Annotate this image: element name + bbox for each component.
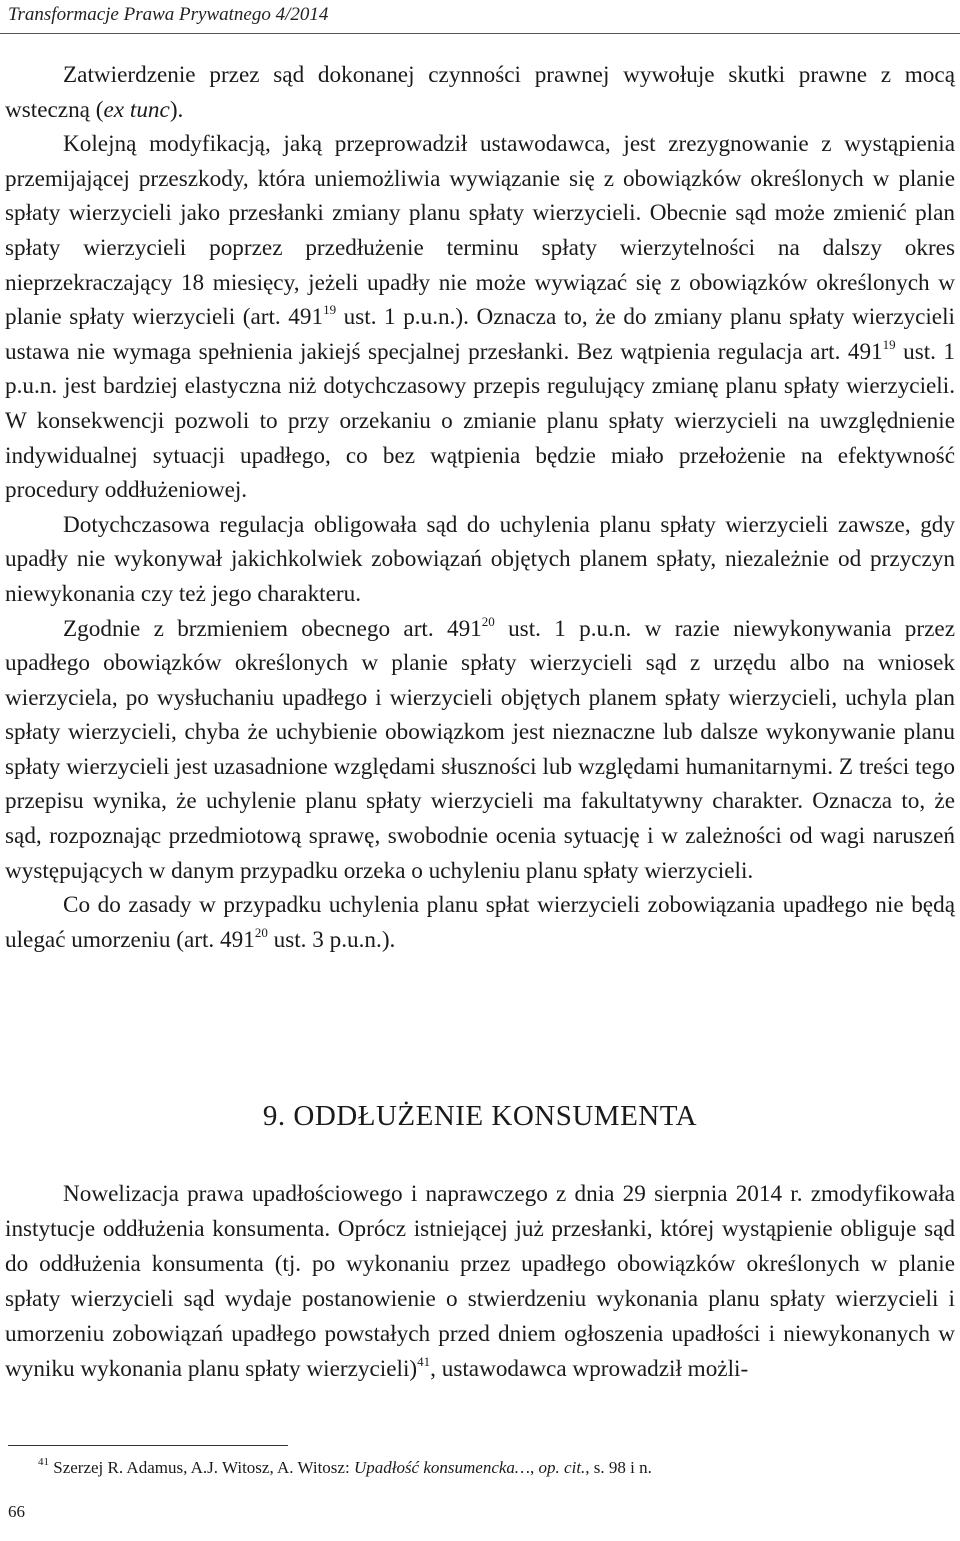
paragraph <box>5 127 955 508</box>
paragraph <box>5 888 955 957</box>
superscript: 19 <box>882 337 896 353</box>
text-run: Kolejną modyfikacją, jaką przeprowadził ustawodawca, jest zrezygnowanie z wystąpienia przemijającej przeszkody, która uniemożliwia wywiązanie się z obowiązków określonych w planie spłaty wierzycieli jako przesłanki zmiany planu spłaty wierzycieli. Obecnie sąd może zmienić plan spłaty wierzycieli poprzez przedłużenie terminu spłaty wierzytelności na dalszy okres nieprzekraczający 18 miesięcy, jeżeli upadły nie może wywiązać się z obowiązków określonych w planie spłaty wierzycieli (art. 491 <box>5 131 955 331</box>
superscript: 19 <box>323 302 337 318</box>
section-title: 9. ODDŁUŻENIE KONSUMENTA <box>262 1100 698 1132</box>
text-run: Nowelizacja prawa upadłościowego i naprawczego z dnia 29 sierpnia 2014 r. zmodyfikowała instytucje oddłużenia konsumenta. Oprócz istniejącej już przesłanki, której wystąpienie obliguje sąd do oddłużenia konsumenta (tj. po wykonaniu przez upadłego obowiązków określonych w planie spłaty wierzycieli sąd wydaje postanowienie o stwierdzeniu wykonania planu spłaty wierzycieli i umorzeniu zobowiązań upadłego powstałych przed dniem ogłoszenia upadłości i niewykonanych w wyniku wykonania planu spłaty wierzycieli) <box>5 1181 955 1382</box>
text-run: ust. 1 p.u.n. jest bardziej elastyczna niż dotychczasowy przepis regulujący zmianę planu spłaty wierzycieli. W konsekwencji pozwoli to przy orzekaniu o zmianie planu spłaty wierzycieli na uwzględnienie indywidualnej sytuacji upadłego, co bez wątpienia będzie miało przełożenie na efektywność procedury oddłużeniowej. <box>5 338 955 504</box>
text-run: ust. 1 p.u.n.). Oznacza to, że do zmiany planu spłaty wierzycieli ustawa nie wymaga spełnienia jakiejś specjalnej przesłanki. Bez wątpienia regulacja art. 491 <box>5 304 955 365</box>
text-run: Szerzej R. Adamus, A.J. Witosz, A. Witosz: <box>49 1458 354 1477</box>
superscript: 41 <box>38 1456 49 1469</box>
paragraph <box>5 508 955 612</box>
text-run: Co do zasady w przypadku uchylenia planu spłat wierzycieli zobowiązania upadłego nie będą ulegać umorzeniu (art. 491 <box>5 892 955 953</box>
text-run: Zatwierdzenie przez sąd dokonanej czynności prawnej wywołuje skutki prawne z mocą wsteczną ( <box>5 62 955 123</box>
text-run: , <box>530 1458 539 1477</box>
journal-header: Transformacje Prawa Prywatnego 4/2014 <box>8 4 329 25</box>
text-run: ). <box>169 96 184 123</box>
superscript: 20 <box>254 925 268 941</box>
footnote-divider <box>8 1445 288 1446</box>
italic-text: ex tunc <box>103 96 170 123</box>
footnote <box>38 1458 652 1478</box>
text-run: ust. 1 p.u.n. w razie niewykonywania przez upadłego obowiązków określonych w planie spłaty wierzycieli sąd z urzędu albo na wniosek wierzyciela, po wysłuchaniu upadłego i wierzycieli objętych planem spłaty wierzycieli, uchyla plan spłaty wierzycieli, chyba że uchybienie obowiązkom jest nieznaczne lub dalsze wykonywanie planu spłaty wierzycieli jest uzasadnione względami słuszności lub względami humanitarnymi. Z treści tego przepisu wynika, że uchylenie planu spłaty wierzycieli ma fakultatywny charakter. Oznacza to, że sąd, rozpoznając przedmiotową sprawę, swobodnie ocenia sytuację i w zależności od wagi naruszeń występujących w danym przypadku orzeka o uchyleniu planu spłaty wierzycieli. <box>5 615 955 884</box>
text-run: Dotychczasowa regulacja obligowała sąd do uchylenia planu spłaty wierzycieli zawsze, gdy upadły nie wykonywał jakichkolwiek zobowiązań objętych planem spłaty, niezależnie od przyczyn niewykonania czy też jego charakteru. <box>5 511 955 607</box>
section-text <box>5 1177 955 1387</box>
page-number: 66 <box>8 1502 25 1521</box>
main-text <box>5 58 955 957</box>
superscript: 20 <box>481 613 495 629</box>
text-run: Zgodnie z brzmieniem obecnego art. 491 <box>63 615 482 642</box>
text-run: , ustawodawca wprowadził możli- <box>430 1356 749 1382</box>
italic-text: op. cit. <box>538 1458 586 1477</box>
text-run: , s. 98 i n. <box>585 1458 652 1477</box>
header-divider <box>0 33 960 34</box>
paragraph <box>5 1177 955 1387</box>
paragraph <box>5 58 955 127</box>
text-run: ust. 3 p.u.n.). <box>267 926 396 953</box>
paragraph <box>5 612 955 889</box>
superscript: 41 <box>417 1354 431 1370</box>
italic-text: Upadłość konsumencka… <box>353 1458 531 1477</box>
